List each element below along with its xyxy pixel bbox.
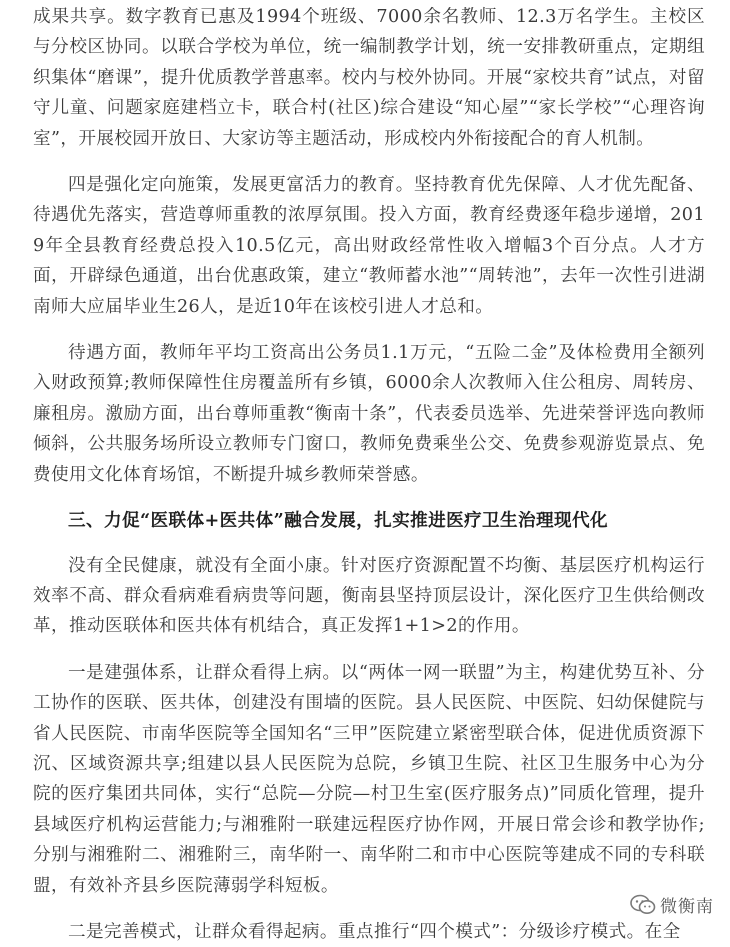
paragraph-6: 二是完善模式，让群众看得起病。重点推行“四个模式”：分级诊疗模式。在全 (68, 921, 681, 942)
paragraph-5: 一是建强体系，让群众看得上病。以“两体一网一联盟”为主，构建优势互补、分工协作的医联、医共体，创建没有围墙的医院。县人民医院、中医院、妇幼保健院与省人民医院、市南华医院等全国知名“三甲”医院建立紧密型联合体，促进优质资源下沉、区域资源共享;组建以县人民医院为总院，乡镇卫生院、社区卫生服务中心为分院的医疗集团共同体，实行“总院—分院—村卫生室(医疗服务点)”同质化管理，提升县域医疗机构运营能力;与湘雅附一联建远程医疗协作网，开展日常会诊和教学协作;分别与湘雅附二、湘雅附三，南华附一、南华附二和市中心医院等建成不同的专科联盟，有效补齐县乡医院薄弱学科短板。 (33, 662, 705, 896)
wechat-icon (630, 894, 656, 916)
paragraph-3: 待遇方面，教师年平均工资高出公务员1.1万元，“五险二金”及体检费用全额列入财政预算;教师保障性住房覆盖所有乡镇，6000余人次教师入住公租房、周转房、廉租房。激励方面，出台尊师重教“衡南十条”，代表委员选举、先进荣誉评选向教师倾斜，公共服务场所设立教师专门窗口，教师免费乘坐公交、免费参观游览景点、免费使用文化体育场馆，不断提升城乡教师荣誉感。 (33, 343, 705, 485)
section-heading: 三、力促“医联体+医共体”融合发展，扎实推进医疗卫生治理现代化 (68, 510, 609, 532)
paragraph-1: 成果共享。数字教育已惠及1994个班级、7000余名教师、12.3万名学生。主校区与分校区协同。以联合学校为单位，统一编制教学计划，统一安排教研重点，定期组织集体“磨课”，提升优质教学普惠率。校内与校外协同。开展“家校共育”试点，对留守儿童、问题家庭建档立卡，联合村(社区)综合建设“知心屋”“家长学校”“心理咨询室”，开展校园开放日、大家访等主题活动，形成校内外衔接配合的育人机制。 (33, 7, 705, 149)
wechat-watermark (628, 892, 716, 917)
article-body (33, 0, 705, 947)
watermark-text: 微衡南 (660, 897, 714, 917)
paragraph-4: 没有全民健康，就没有全面小康。针对医疗资源配置不均衡、基层医疗机构运行效率不高、群众看病难看病贵等问题，衡南县坚持顶层设计，深化医疗卫生供给侧改革，推动医联体和医共体有机结合，真正发挥1+1>2的作用。 (33, 555, 705, 637)
paragraph-2: 四是强化定向施策，发展更富活力的教育。坚持教育优先保障、人才优先配备、待遇优先落实，营造尊师重教的浓厚氛围。投入方面，教育经费逐年稳步递增，2019年全县教育经费总投入10.5亿元，高出财政经常性收入增幅3个百分点。人才方面，开辟绿色通道，出台优惠政策，建立“教师蓄水池”“周转池”，去年一次性引进湖南师大应届毕业生26人，是近10年在该校引进人才总和。 (33, 175, 705, 317)
